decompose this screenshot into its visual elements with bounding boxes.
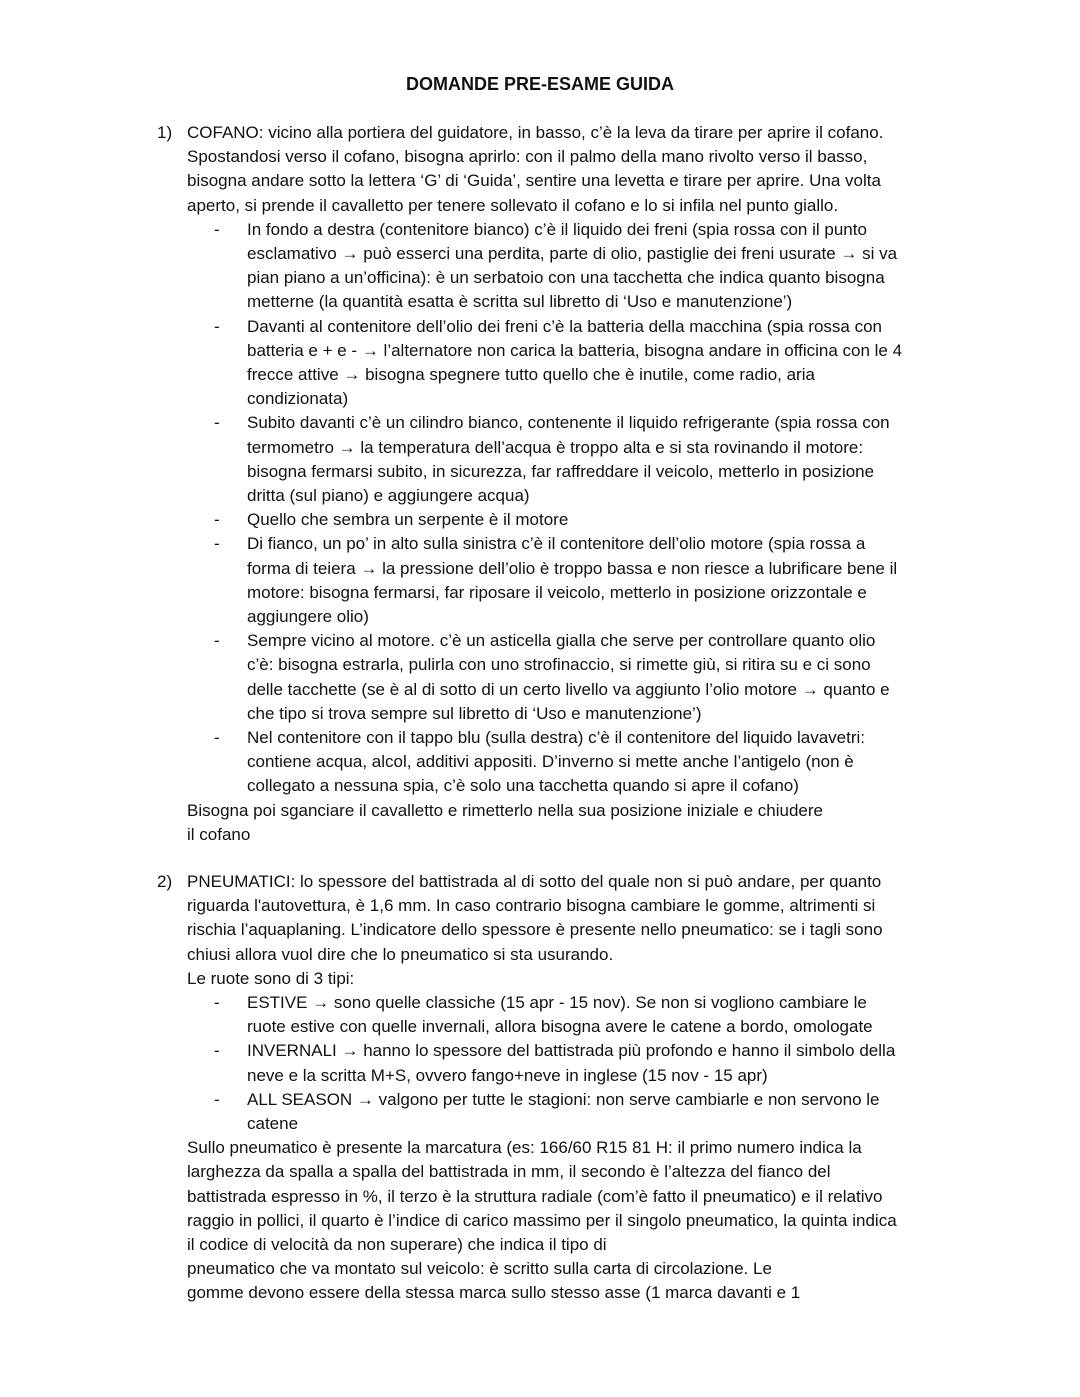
text-line: Spostandosi verso il cofano, bisogna aprirlo: con il palmo della mano rivolto verso il basso, [187, 147, 868, 167]
dash-marker: - [214, 510, 220, 530]
section-intro [187, 870, 957, 991]
text-line: pian piano a un’officina): è un serbatoio con una tacchetta che indica quanto bisogna [247, 268, 885, 288]
text-line: c’è: bisogna estrarla, pulirla con uno strofinaccio, si rimette giù, si ritira su e ci sono [247, 655, 871, 675]
text-line: aggiungere olio) [247, 607, 369, 627]
dash-marker: - [214, 413, 220, 433]
list-item [187, 629, 957, 726]
text-line: pneumatico che va montato sul veicolo: è scritto sulla carta di circolazione. Le [187, 1259, 772, 1279]
document-title: DOMANDE PRE-ESAME GUIDA [405, 74, 674, 94]
text-line: neve e la scritta M+S, ovvero fango+neve in inglese (15 nov - 15 apr) [247, 1065, 768, 1085]
list-item [187, 532, 957, 629]
text-line: esclamativo → può esserci una perdita, parte di olio, pastiglie dei freni usurate → si va [247, 244, 898, 264]
dash-marker: - [214, 1041, 220, 1061]
dash-marker: - [214, 993, 220, 1013]
text-line: motore: bisogna fermarsi, far riposare il veicolo, metterlo in posizione orizzontale e [247, 582, 867, 602]
list-item [187, 726, 957, 799]
text-line: aperto, si prende il cavalletto per tenere sollevato il cofano e lo si infila nel punto giallo. [187, 195, 839, 215]
section-intro [187, 121, 957, 218]
text-line: metterne (la quantità esatta è scritta sul libretto di ‘Uso e manutenzione’) [247, 292, 793, 312]
text-line: che tipo si trova sempre sul libretto di ‘Uso e manutenzione’) [247, 703, 702, 723]
text-line: Sempre vicino al motore. c’è un asticella gialla che serve per controllare quanto olio [247, 631, 876, 651]
text-line: Davanti al contenitore dell’olio dei freni c’è la batteria della macchina (spia rossa con [247, 316, 883, 336]
text-line: In fondo a destra (contenitore bianco) c’è il liquido dei freni (spia rossa con il punto [247, 219, 867, 239]
list-item [187, 1039, 957, 1087]
text-line: collegato a nessuna spia, c’è solo una tacchetta quando si apre il cofano) [247, 776, 799, 796]
text-line: batteria e + e - → l’alternatore non carica la batteria, bisogna andare in officina con le 4 [247, 340, 903, 360]
text-line: Subito davanti c’è un cilindro bianco, contenente il liquido refrigerante (spia rossa con [247, 413, 890, 433]
dash-marker: - [214, 728, 220, 748]
text-line: catene [247, 1114, 299, 1134]
list-item [187, 991, 957, 1039]
section-cofano [157, 121, 957, 847]
section-outro [187, 1136, 957, 1305]
text-line: bisogna fermarsi subito, in sicurezza, far raffreddare il veicolo, metterlo in posizione [247, 461, 875, 481]
text-line: Sullo pneumatico è presente la marcatura (es: 166/60 R15 81 H: il primo numero indica la [187, 1138, 862, 1158]
text-line: ruote estive con quelle invernali, allora bisogna avere le catene a bordo, omologate [247, 1017, 873, 1037]
dash-marker: - [214, 316, 220, 336]
text-line: bisogna andare sotto la lettera ‘G’ di ‘Guida’, sentire una levetta e tirare per aprire. Una volta [187, 171, 881, 191]
list-item [187, 508, 957, 532]
text-line: raggio in pollici, il quarto è l’indice di carico massimo per il singolo pneumatico, la quinta indica [187, 1210, 897, 1230]
text-line: Le ruote sono di 3 tipi: [187, 968, 355, 988]
dash-marker: - [214, 219, 220, 239]
list-item [187, 218, 957, 315]
bullet-list [187, 991, 957, 1136]
text-line: battistrada espresso in %, il terzo è la struttura radiale (com’è fatto il pneumatico) e il relativo [187, 1186, 883, 1206]
list-item [187, 1088, 957, 1136]
text-line: delle tacchette (se è al di sotto di un certo livello va aggiunto l’olio motore → quanto e [247, 679, 890, 699]
section-number: 1) [157, 123, 173, 142]
dash-marker: - [214, 631, 220, 651]
list-item [187, 315, 957, 412]
dash-marker: - [214, 1089, 220, 1109]
bullet-list [187, 218, 957, 799]
text-line: il cofano [187, 824, 251, 844]
text-line: ESTIVE → sono quelle classiche (15 apr - 15 nov). Se non si vogliono cambiare le [247, 993, 867, 1013]
text-line: COFANO: vicino alla portiera del guidatore, in basso, c’è la leva da tirare per aprire il cofano. [187, 123, 884, 142]
text-line: Di fianco, un po’ in alto sulla sinistra c’è il contenitore dell’olio motore (spia rossa a [247, 534, 866, 554]
text-line: chiusi allora vuol dire che lo pneumatico si sta usurando. [187, 944, 614, 964]
section-body [187, 121, 957, 847]
text-line: INVERNALI → hanno lo spessore del battistrada più profondo e hanno il simbolo della [247, 1041, 896, 1061]
section-pneumatici [157, 870, 957, 1306]
section-body [187, 870, 957, 1306]
section-number: 2) [157, 872, 173, 891]
text-line: ALL SEASON → valgono per tutte le stagioni: non serve cambiarle e non servono le [247, 1089, 880, 1109]
list-item [187, 411, 957, 508]
text-line: contiene acqua, alcol, additivi appositi. D’inverno si mette anche l’antigelo (non è [247, 752, 854, 772]
text-line: condizionata) [247, 389, 349, 409]
text-line: forma di teiera → la pressione dell’olio è troppo bassa e non riesce a lubrificare bene il [247, 558, 898, 578]
text-line: PNEUMATICI: lo spessore del battistrada al di sotto del quale non si può andare, per quanto [187, 872, 882, 891]
text-line: Nel contenitore con il tappo blu (sulla destra) c’è il contenitore del liquido lavavetri: [247, 728, 866, 748]
dash-marker: - [214, 534, 220, 554]
text-line: Bisogna poi sganciare il cavalletto e rimetterlo nella sua posizione iniziale e chiudere [187, 800, 823, 820]
text-line: riguarda l'autovettura, è 1,6 mm. In caso contrario bisogna cambiare le gomme, altrimenti si [187, 896, 876, 916]
text-line: Quello che sembra un serpente è il motore [247, 510, 569, 530]
text-line: gomme devono essere della stessa marca sullo stesso asse (1 marca davanti e 1 [187, 1283, 801, 1303]
text-line: larghezza da spalla a spalla del battistrada in mm, il secondo è l’altezza del fianco del [187, 1162, 831, 1182]
section-outro [187, 799, 957, 847]
text-line: il codice di velocità da non superare) che indica il tipo di [187, 1235, 607, 1255]
text-line: dritta (sul piano) e aggiungere acqua) [247, 486, 530, 506]
text-line: termometro → la temperatura dell’acqua è troppo alta e si sta rovinando il motore: [247, 437, 864, 457]
text-line: rischia l’aquaplaning. L’indicatore dello spessore è presente nello pneumatico: se i tagli sono [187, 920, 883, 940]
text-line: frecce attive → bisogna spegnere tutto quello che è inutile, come radio, aria [247, 365, 815, 385]
